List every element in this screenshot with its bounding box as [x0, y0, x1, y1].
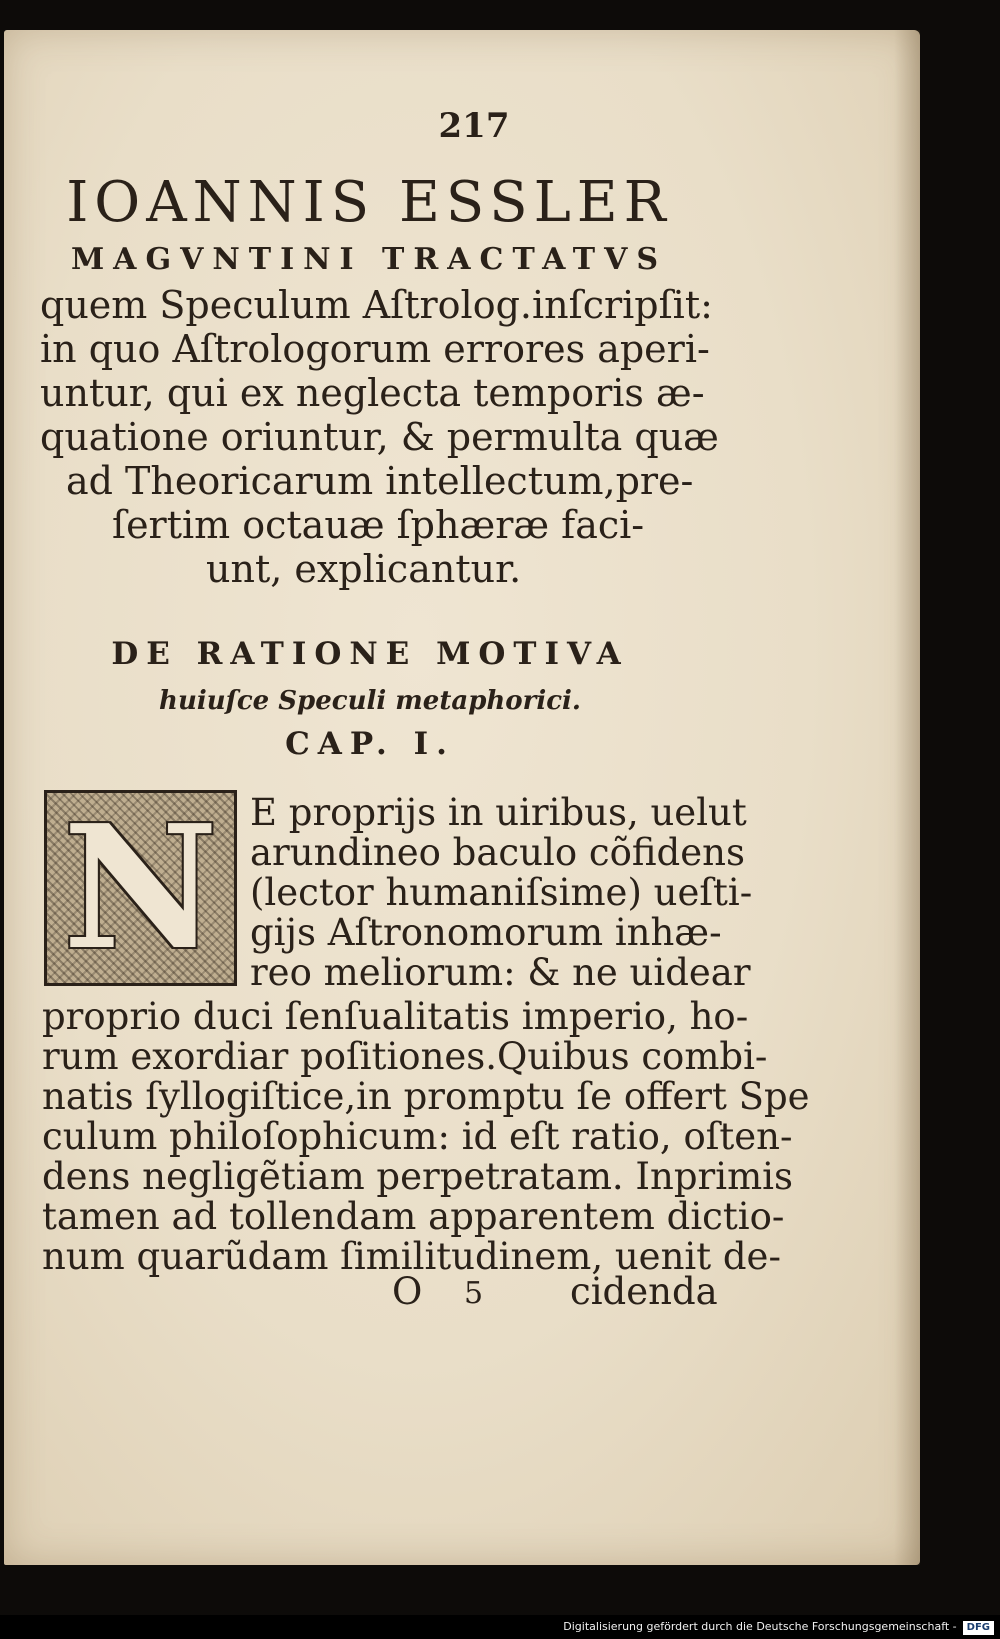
signature-number: 5	[464, 1276, 484, 1311]
book-page	[4, 30, 920, 1565]
title-line-2: MAGVNTINI TRACTATVS	[70, 242, 668, 277]
body-line: arundineo baculo cõfidens	[250, 831, 745, 874]
footer-text: Digitalisierung gefördert durch die Deutsche Forschungsgemeinschaft -	[563, 1620, 957, 1633]
catchword: cidenda	[570, 1270, 718, 1313]
body-line: gijs Aſtronomorum inhæ-	[250, 911, 722, 954]
section-subheading: huiuſce Speculi metaphorici.	[159, 686, 581, 716]
body-line: E proprijs in uiribus, uelut	[250, 791, 747, 834]
title-line: quatione oriuntur, & permulta quæ	[40, 415, 719, 459]
title-line: ſertim octauæ ſphæræ faci-	[112, 503, 645, 547]
chapter-heading: CAP. I.	[285, 726, 455, 762]
decorated-initial	[44, 790, 237, 986]
body-line: reo meliorum: & ne uidear	[250, 951, 751, 994]
section-heading: DE RATIONE MOTIVA	[111, 636, 629, 672]
signature-mark: O	[392, 1270, 423, 1313]
title-line: untur, qui ex neglecta temporis æ-	[40, 371, 705, 415]
body-line: natis ſyllogiſtice,in promptu ſe offert Spe	[42, 1075, 810, 1118]
body-line: dens negligẽtiam perpetratam. Inprimis	[42, 1155, 793, 1198]
dfg-logo: DFG	[963, 1621, 994, 1635]
title-line: ad Theoricarum intellectum,pre-	[66, 459, 694, 503]
title-line: in quo Aſtrologorum errores aperi-	[40, 327, 710, 371]
title-line: quem Speculum Aſtrolog.inſcripſit:	[40, 283, 713, 327]
title-line-1: IOANNIS ESSLER	[66, 170, 672, 235]
body-line: proprio duci ſenſualitatis imperio, ho-	[42, 995, 749, 1038]
body-line: (lector humaniſsime) ueſti-	[250, 871, 753, 914]
initial-letter: N	[62, 788, 219, 988]
body-line: culum philoſophicum: id eſt ratio, oſten-	[42, 1115, 793, 1158]
body-line: num quarũdam ſimilitudinem, uenit de-	[42, 1235, 781, 1278]
page-number: 217	[438, 106, 510, 146]
body-line: rum exordiar poſitiones.Quibus combi-	[42, 1035, 768, 1078]
title-line: unt, explicantur.	[206, 547, 522, 591]
body-line: tamen ad tollendam apparentem dictio-	[42, 1195, 785, 1238]
footer-bar	[0, 1615, 1000, 1639]
